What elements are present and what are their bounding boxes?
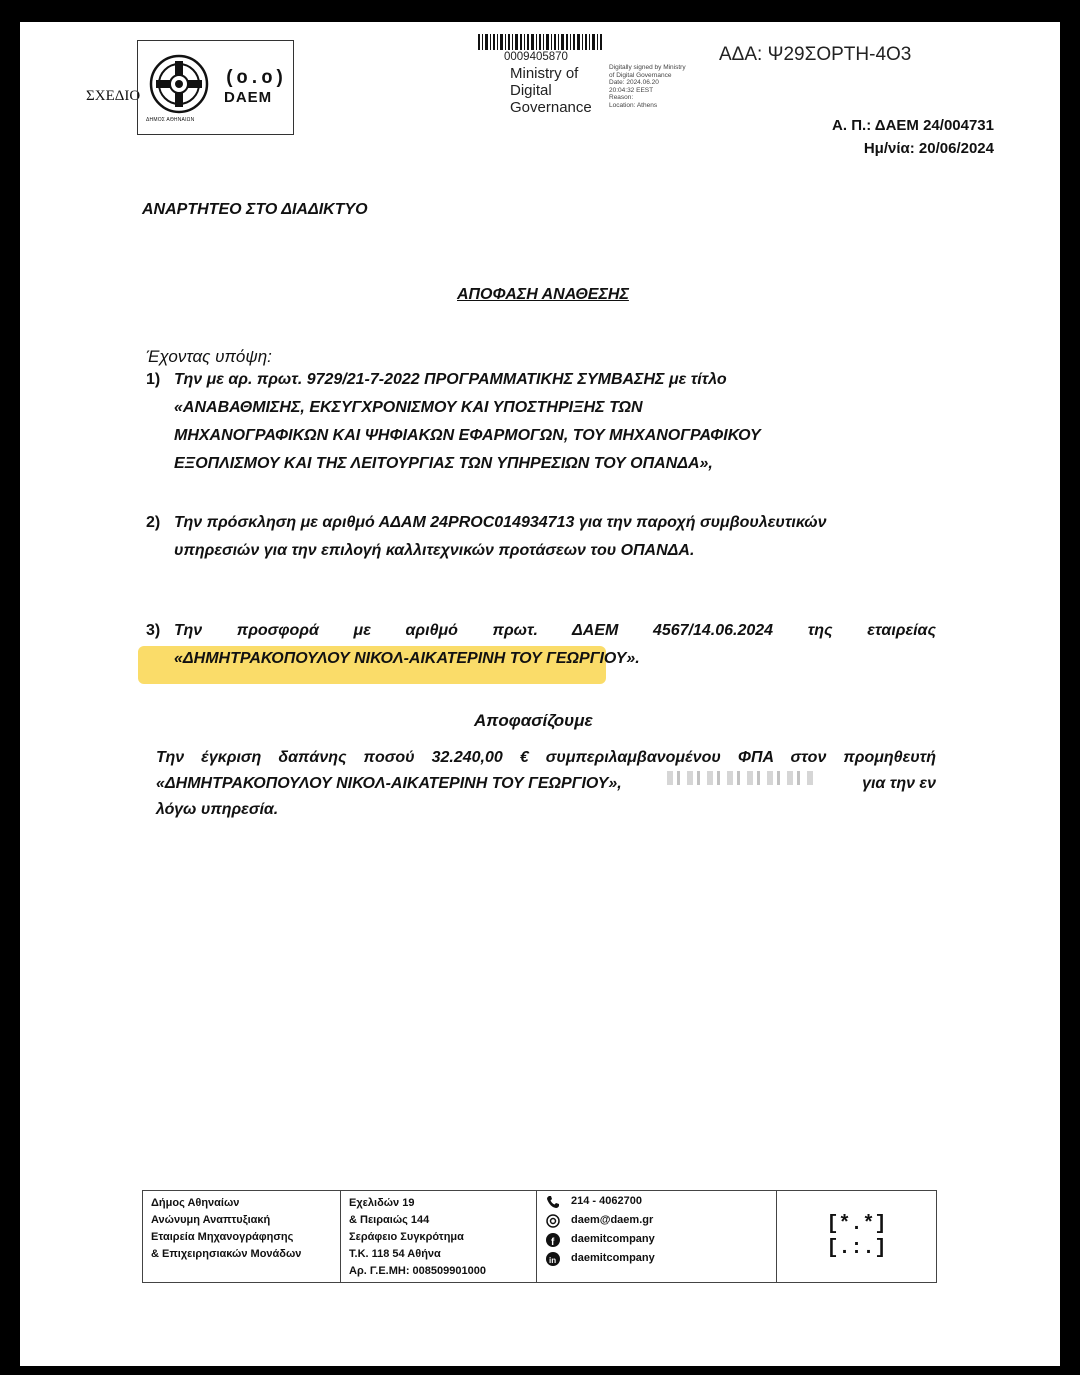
contact-phone [545, 1192, 768, 1211]
protocol-number: Α. Π.: ΔΑΕΜ 24/004731 [832, 117, 994, 134]
footer-address-line: Τ.Κ. 118 54 Αθήνα [349, 1248, 441, 1260]
footer-address-line: & Πειραιώς 144 [349, 1214, 430, 1226]
approval-paragraph [156, 745, 936, 823]
list-item [146, 509, 936, 565]
ada-code: ΑΔΑ: Ψ29ΣΟΡΤΗ-4Ο3 [719, 44, 912, 65]
footer-company-line: Εταιρεία Μηχανογράφησης [151, 1231, 294, 1243]
footer-company [143, 1191, 341, 1282]
approval-line: Την έγκριση δαπάνης ποσού 32.240,00 € συμπεριλαμβανομένου ΦΠΑ στον προμηθευτή [156, 749, 936, 766]
contact-facebook [545, 1230, 768, 1249]
item-line: «ΑΝΑΒΑΘΜΙΣΗΣ, ΕΚΣΥΓΧΡΟΝΙΣΜΟΥ ΚΑΙ ΥΠΟΣΤΗΡΙΞΗΣ ΤΩΝ [174, 399, 643, 416]
municipality-seal-icon [148, 53, 210, 115]
footer-address-line: Αρ. Γ.Ε.ΜΗ: 008509901000 [349, 1265, 486, 1277]
footer-logo [777, 1191, 936, 1282]
linkedin-icon [545, 1251, 561, 1267]
svg-text:f: f [551, 1236, 555, 1247]
signature-title [510, 65, 592, 116]
footer-address-line: Σεράφειο Συγκρότημα [349, 1231, 464, 1243]
svg-text:in: in [549, 1255, 557, 1265]
footer-contacts [537, 1191, 777, 1282]
item-line: υπηρεσιών για την επιλογή καλλιτεχνικών προτάσεων του ΟΠΑΝΔΑ. [174, 542, 695, 559]
signature-details [609, 64, 719, 109]
approval-line [156, 771, 936, 797]
protocol-block [832, 114, 994, 160]
list-item [146, 617, 936, 673]
contact-linkedin-text: daemitcompany [571, 1252, 655, 1264]
signature-detail-line: Location: Athens [609, 101, 658, 109]
seal-caption: ΔΗΜΟΣ ΑΘΗΝΑΙΩΝ [146, 117, 195, 123]
signature-detail-line: Reason: [609, 94, 634, 101]
contact-phone-text: 214 - 4062700 [571, 1195, 642, 1207]
footer-logo-top: [*.*] [826, 1212, 887, 1236]
footer-address-line: Εχελιδών 19 [349, 1197, 415, 1209]
item-number: 3) [146, 622, 161, 639]
signature-title-line: Digital [510, 82, 552, 99]
logo-box [137, 40, 294, 135]
having-regard-heading: Έχοντας υπόψη: [146, 347, 272, 366]
post-online-label: ΑΝΑΡΤΗΤΕΟ ΣΤΟ ΔΙΑΔΙΚΤΥΟ [142, 201, 368, 218]
approval-supplier: «ΔΗΜΗΤΡΑΚΟΠΟΥΛΟΥ ΝΙΚΟΛ-ΑΙΚΑΤΕΡΙΝΗ ΤΟΥ ΓΕΩΡΓΙΟΥ», [156, 775, 622, 792]
signature-detail-line: of Digital Governance [609, 71, 672, 79]
contact-facebook-text: daemitcompany [571, 1233, 655, 1245]
draft-label: ΣΧΕΔΙΟ [86, 88, 141, 104]
decision-title: ΑΠΟΦΑΣΗ ΑΝΑΘΕΣΗΣ [457, 286, 629, 303]
barcode-number: 0009405870 [504, 51, 568, 63]
daem-logo-word: DAEM [224, 89, 273, 106]
contact-email [545, 1211, 768, 1230]
email-icon [545, 1213, 561, 1229]
footer-address [341, 1191, 537, 1282]
item-number: 2) [146, 514, 161, 531]
approval-line: λόγω υπηρεσία. [156, 801, 279, 818]
signature-title-line: Ministry of [510, 65, 579, 82]
contact-linkedin [545, 1249, 768, 1268]
daem-logo [224, 67, 286, 106]
signature-detail-line: 20:04:32 EEST [609, 86, 654, 94]
item-line: ΜΗΧΑΝΟΓΡΑΦΙΚΩΝ ΚΑΙ ΨΗΦΙΑΚΩΝ ΕΦΑΡΜΟΓΩΝ, ΤΟΥ ΜΗΧΑΝΟΓΡΑΦΙΚΟΥ [174, 427, 761, 444]
footer-company-line: Ανώνυμη Αναπτυξιακή [151, 1214, 271, 1226]
facebook-icon [545, 1232, 561, 1248]
daem-logo-glyph: (o.o) [224, 67, 287, 89]
item-line: Την πρόσκληση με αριθμό ΑΔΑΜ 24PROC014934713 για την παροχή συμβουλευτικών [174, 514, 827, 531]
contact-email-text: daem@daem.gr [571, 1214, 654, 1226]
item-number: 1) [146, 371, 161, 388]
signature-detail-line: Digitally signed by Ministry [609, 64, 686, 71]
phone-icon [545, 1194, 561, 1210]
item-line: Την με αρ. πρωτ. 9729/21-7-2022 ΠΡΟΓΡΑΜΜΑΤΙΚΗΣ ΣΥΜΒΑΣΗΣ με τίτλο [174, 371, 727, 388]
decide-heading: Αποφασίζουμε [474, 711, 593, 730]
redacted-text [667, 771, 817, 785]
approval-line-end: για την εν [862, 775, 936, 792]
item-line: «ΔΗΜΗΤΡΑΚΟΠΟΥΛΟΥ ΝΙΚΟΛ-ΑΙΚΑΤΕΡΙΝΗ ΤΟΥ ΓΕΩΡΓΙΟΥ». [174, 650, 640, 667]
barcode-icon [478, 34, 602, 50]
signature-detail-line: Date: 2024.06.20 [609, 79, 659, 86]
list-item [146, 366, 936, 478]
document-page [20, 22, 1060, 1366]
item-line: ΕΞΟΠΛΙΣΜΟΥ ΚΑΙ ΤΗΣ ΛΕΙΤΟΥΡΓΙΑΣ ΤΩΝ ΥΠΗΡΕΣΙΩΝ ΤΟΥ ΟΠΑΝΔΑ», [174, 455, 713, 472]
footer [142, 1190, 937, 1283]
footer-company-line: & Επιχειρησιακών Μονάδων [151, 1248, 302, 1260]
signature-title-line: Governance [510, 99, 592, 116]
document-date: Ημ/νία: 20/06/2024 [863, 140, 994, 157]
footer-company-line: Δήμος Αθηναίων [151, 1197, 240, 1209]
footer-logo-bottom: [.:.] [826, 1236, 887, 1260]
item-line: Την προσφορά με αριθμό πρωτ. ΔΑΕΜ 4567/14.06.2024 της εταιρείας [174, 622, 936, 639]
